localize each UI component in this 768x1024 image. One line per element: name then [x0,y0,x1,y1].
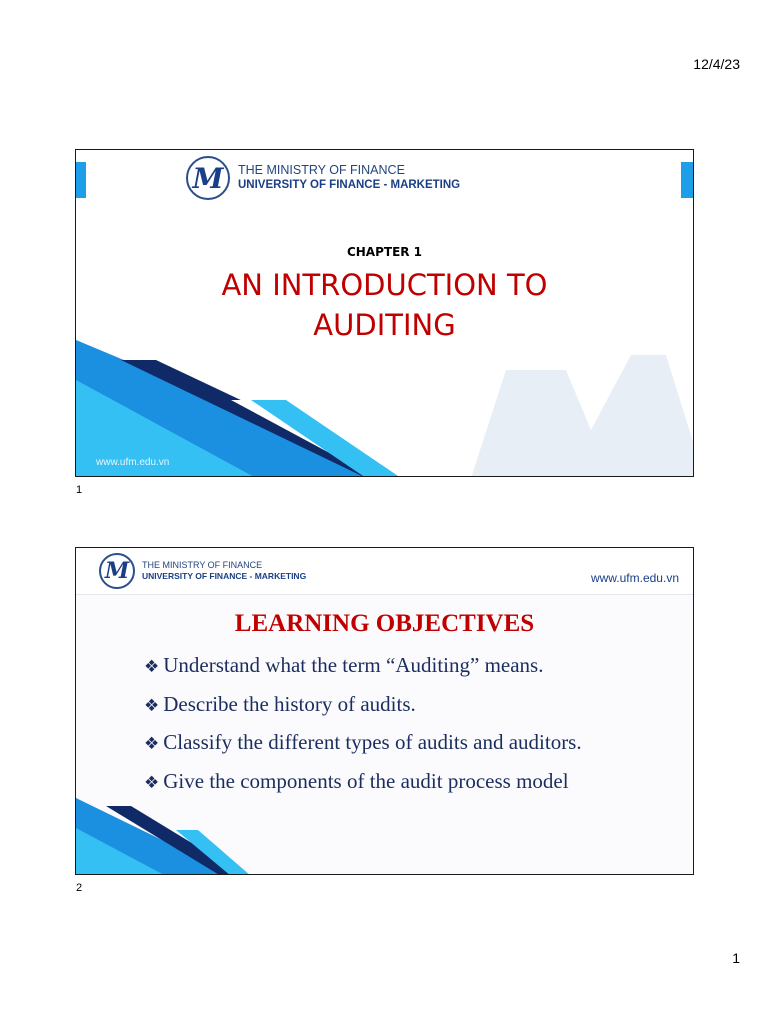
page-date: 12/4/23 [693,56,740,72]
university-name: UNIVERSITY OF FINANCE - MARKETING [238,179,461,191]
university-logo: M [99,553,135,589]
ministry-name: THE MINISTRY OF FINANCE [238,163,405,177]
slide-number-2: 2 [76,882,83,894]
objectives-list [144,653,582,807]
slide-2 [75,547,694,875]
university-name: UNIVERSITY OF FINANCE - MARKETING [142,571,307,581]
diamond-bullet-icon: ❖ [144,734,160,754]
diamond-bullet-icon: ❖ [144,772,160,793]
slide-1 [75,149,694,477]
slide-title: AN INTRODUCTION TO AUDITING [221,268,548,342]
slide-number-1: 1 [76,484,83,496]
website-url: www.ufm.edu.vn [96,457,170,468]
list-item: ❖ Describe the history of audits. [144,692,582,731]
ministry-name: THE MINISTRY OF FINANCE [142,560,263,570]
chapter-label: CHAPTER 1 [346,245,423,259]
list-item: ❖ Give the components of the audit process model [144,769,582,808]
website-url: www.ufm.edu.vn [590,571,679,585]
accent-bar-left [76,162,86,198]
accent-bar-right [681,162,693,198]
learning-objectives-heading: LEARNING OBJECTIVES [234,610,535,637]
list-item: ❖ Understand what the term “Auditing” means. [144,653,582,692]
university-logo: M [186,156,230,200]
diamond-bullet-icon: ❖ [144,695,160,716]
diamond-bullet-icon: ❖ [144,657,160,677]
list-item: ❖ Classify the different types of audits and auditors. [144,730,582,769]
page-number: 1 [732,950,740,966]
